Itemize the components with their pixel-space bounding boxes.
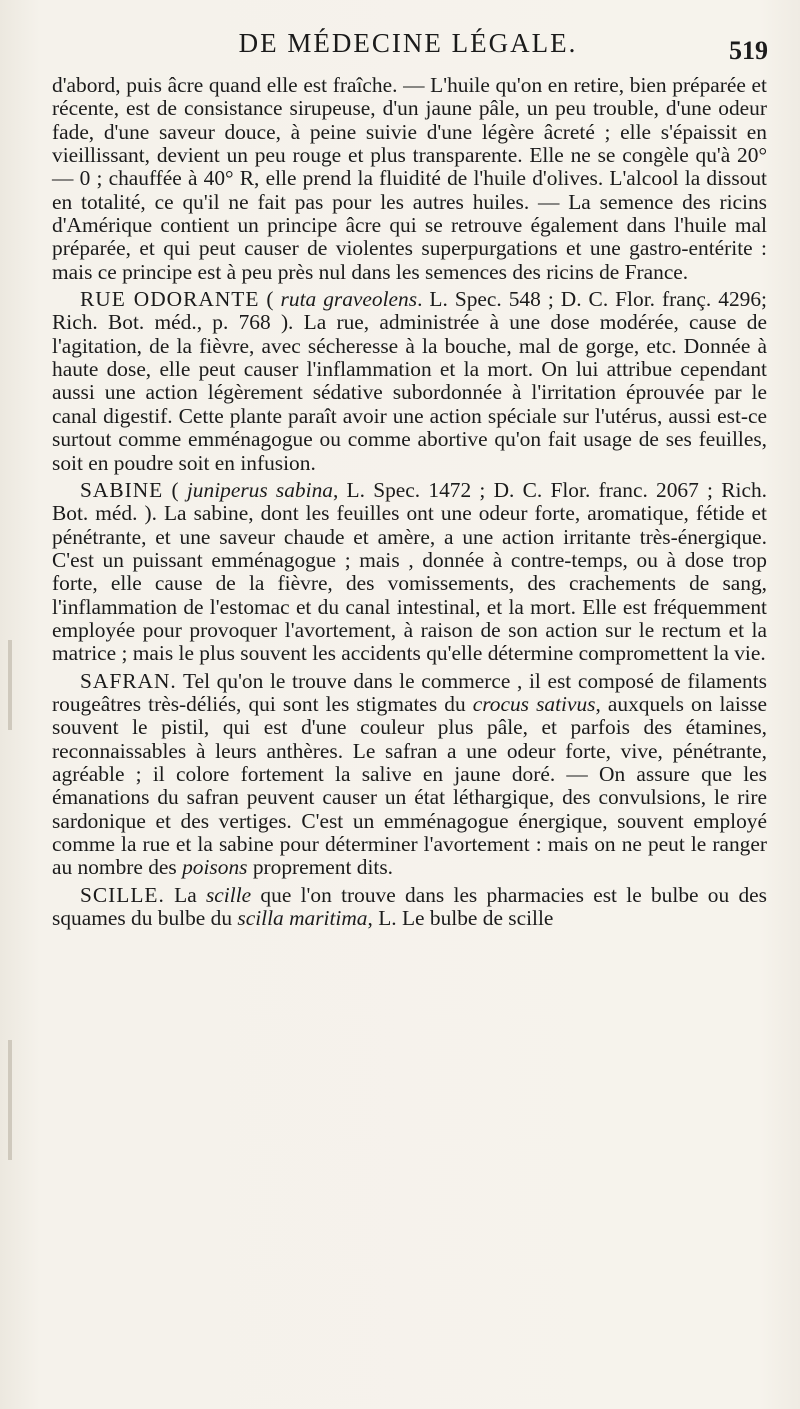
latin-name: ruta graveolens xyxy=(280,287,418,312)
paragraph-text: que l'on trouve dans les pharmacies est le bulbe ou des squames du bulbe du xyxy=(52,882,767,931)
italic-term: poisons xyxy=(182,855,248,880)
paragraph-safran xyxy=(52,670,767,880)
running-head xyxy=(48,28,768,68)
paren-open: ( xyxy=(163,477,187,502)
body-text xyxy=(52,74,767,930)
paren-open: ( xyxy=(259,287,281,312)
paragraph-text: . L. Spec. 548 ; D. C. Flor. franç. 4296; Rich. Bot. méd., p. 768 ). La rue, administrée à une dose modérée, cause de l'agitation, de la fièvre, avec sécheresse à la bouche, mal de gorge, etc. Donnée à haute dose, elle peut causer l'inflammation et la mort. On lui attribue cependant aussi une action légèrement sédative subordonnée à l'irritation éprouvée par le canal digestif. Cette plante paraît avoir une action spéciale sur l'utérus, aussi est-ce surtout comme emménagogue ou comme abortive qu'on fait usage de ses feuilles, soit en poudre soit en infusion. xyxy=(52,287,767,475)
paragraph-ricin-continued xyxy=(52,74,767,284)
paragraph-text: , L. Spec. 1472 ; D. C. Flor. franc. 2067 ; Rich. Bot. méd. ). La sabine, dont les feuilles ont une odeur forte, aromatique, fétide et pénétrante, et une saveur chaude et amère, a une action irritante très-énergique. C'est un puissant emménagogue ; mais , donnée à contre-temps, ou à dose trop forte, elle cause de la fièvre, des vomissements, des crachements de sang, l'inflammation de l'estomac et du canal intestinal, et la mort. Elle est fréquemment employée pour provoquer l'avortement, à raison de son action sur le rectum et la matrice ; mais le plus souvent les accidents qu'elle détermine compromettent la vie. xyxy=(52,477,767,666)
paragraph-sabine xyxy=(52,479,767,666)
paragraph-text: , auxquels on laisse souvent le pistil, qui est d'une couleur plus pâle, et parfois des étamines, reconnaissables à leurs anthères. Le safran a une odeur forte, vive, pénétrante, agréable ; il colore fortement la salive en jaune doré. — On assure que les émanations du safran peuvent causer un état léthargique, des convulsions, le rire sardonique et des vertiges. C'est un emménagogue énergique, souvent employé comme la rue et la sabine pour déterminer l'avortement : mais on ne peut le ranger au nombre des xyxy=(52,691,768,880)
entry-heading: RUE ODORANTE xyxy=(80,287,260,312)
italic-term: scille xyxy=(205,882,252,907)
paragraph-text: Tel qu'on le trouve dans le commerce , il est composé de filaments rougeâtres très-déliés, qui sont les stigmates du xyxy=(52,668,767,716)
paragraph-text: d'abord, puis âcre quand elle est fraîche. — L'huile qu'on en retire, bien préparée et récente, est de consistance sirupeuse, d'un jaune pâle, un peu trouble, d'une odeur fade, d'une saveur douce, à peine suivie d'une légère âcreté ; elle s'épaissit en vieillissant, devient un peu rouge et plus transparente. Elle ne se congèle qu'à 20° — 0 ; chauffée à 40° R, elle prend la fluidité de l'huile d'olives. L'alcool la dissout en totalité, ce qu'il ne fait pas pour les autres huiles. — La semence des ricins d'Amérique contient un principe âcre qui se retrouve également dans l'huile mal préparée, et qui peut causer de violentes superpurgations et une gastro-entérite : mais ce principe est à peu près nul dans les semences des ricins de France. xyxy=(52,73,767,284)
latin-name: scilla maritima xyxy=(237,906,368,931)
page-number: 519 xyxy=(729,36,768,65)
paragraph-text: , L. Le bulbe de scille xyxy=(367,906,554,931)
paragraph-rue-odorante xyxy=(52,288,767,475)
running-title: DE MÉDECINE LÉGALE. xyxy=(238,28,578,58)
paragraph-text: La xyxy=(164,882,206,907)
entry-heading: SABINE xyxy=(80,477,164,502)
paragraph-text: proprement dits. xyxy=(247,855,394,880)
entry-heading: SCILLE. xyxy=(80,882,165,907)
gutter-shadow xyxy=(8,640,12,730)
gutter-shadow xyxy=(8,1040,12,1160)
entry-heading: SAFRAN. xyxy=(80,668,177,693)
paragraph-scille xyxy=(52,884,767,931)
latin-name: juniperus sabina xyxy=(186,477,333,502)
latin-name: crocus sativus xyxy=(472,691,596,716)
